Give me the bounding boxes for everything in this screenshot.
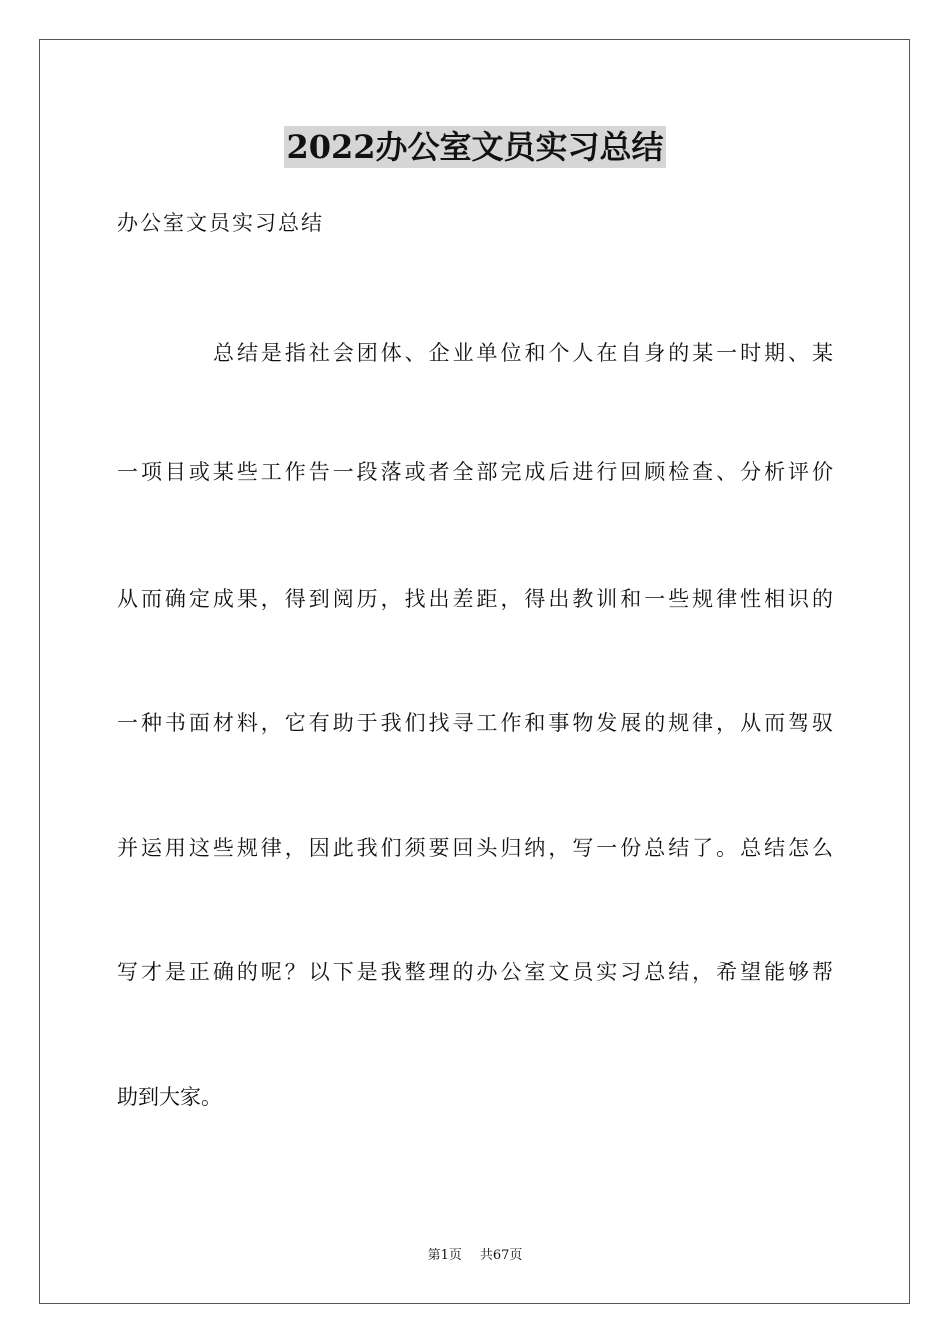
page-footer — [0, 1246, 950, 1266]
paragraph-line-5: 并运用这些规律，因此我们须要回头归纳，写一份总结了。总结怎么 — [117, 836, 833, 860]
title-container — [0, 126, 950, 168]
paragraph-line-2: 一项目或某些工作告一段落或者全部完成后进行回顾检查、分析评价 — [117, 460, 833, 484]
page-number: 第1页 — [427, 1248, 462, 1263]
paragraph-line-6: 写才是正确的呢？以下是我整理的办公室文员实习总结，希望能够帮 — [117, 960, 833, 984]
paragraph-line-1: 总结是指社会团体、企业单位和个人在自身的某一时期、某 — [213, 341, 833, 365]
paragraph-line-7: 助到大家。 — [117, 1085, 222, 1109]
document-subtitle: 办公室文员实习总结 — [117, 211, 324, 235]
document-title: 2022办公室文员实习总结 — [286, 128, 664, 166]
paragraph-line-3: 从而确定成果，得到阅历，找出差距，得出教训和一些规律性相识的 — [117, 587, 833, 611]
total-pages: 共67页 — [479, 1248, 523, 1263]
paragraph-line-4: 一种书面材料，它有助于我们找寻工作和事物发展的规律，从而驾驭 — [117, 711, 833, 735]
